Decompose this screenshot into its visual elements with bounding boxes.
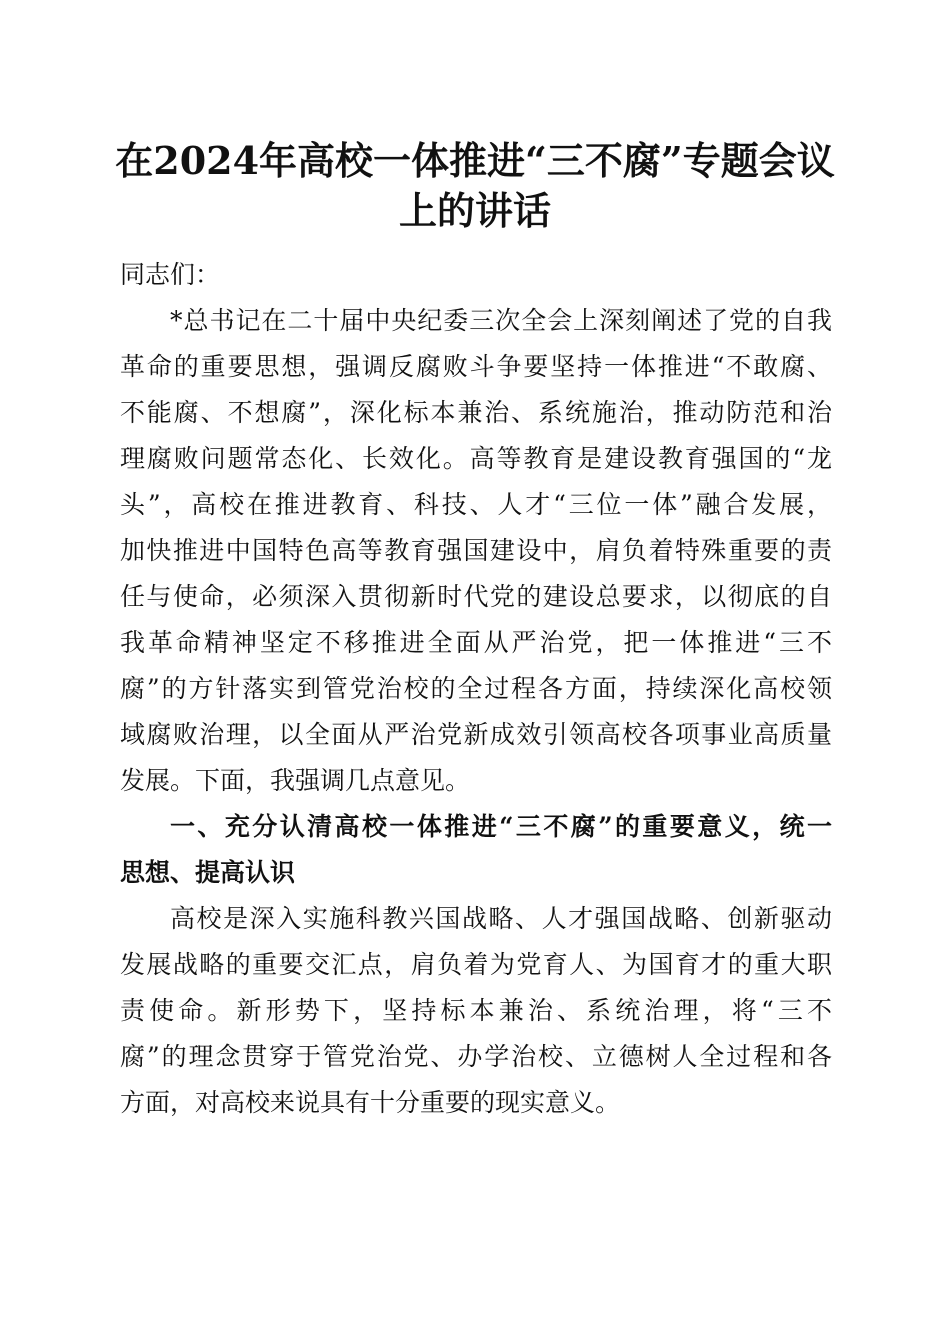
paragraph-2-line: 责使命。新形势下，坚持标本兼治、系统治理，将“三不 (120, 996, 832, 1025)
paragraph-1 (120, 298, 832, 804)
heading-1-line: 思想、提高认识 (120, 858, 296, 887)
paragraph-1-line: 域腐败治理，以全面从严治党新成效引领高校各项事业高质量 (120, 720, 832, 749)
paragraph-1-line: 腐”的方针落实到管党治校的全过程各方面，持续深化高校领 (120, 674, 832, 703)
paragraph-2-line: 高校是深入实施科教兴国战略、人才强国战略、创新驱动 (170, 904, 832, 933)
paragraph-1-line: 革命的重要思想，强调反腐败斗争要坚持一体推进“不敢腐、 (120, 352, 832, 381)
paragraph-1-line: 头”，高校在推进教育、科技、人才“三位一体”融合发展， (120, 490, 832, 519)
document-title (110, 136, 840, 236)
paragraph-1-line: *总书记在二十届中央纪委三次全会上深刻阐述了党的自我 (170, 306, 832, 335)
paragraph-1-line: 加快推进中国特色高等教育强国建设中，肩负着特殊重要的责 (120, 536, 832, 565)
title-line-1: 在2024年高校一体推进“三不腐”专题会议 (115, 138, 835, 183)
paragraph-1-line: 任与使命，必须深入贯彻新时代党的建设总要求，以彻底的自 (120, 582, 832, 611)
paragraph-2-line: 发展战略的重要交汇点，肩负着为党育人、为国育才的重大职 (120, 950, 832, 979)
heading-1-line: 一、充分认清高校一体推进“三不腐”的重要意义，统一 (170, 812, 832, 841)
paragraph-2-line: 方面，对高校来说具有十分重要的现实意义。 (120, 1088, 621, 1117)
salutation: 同志们： (120, 260, 221, 289)
paragraph-1-line: 我革命精神坚定不移推进全面从严治党，把一体推进“三不 (120, 628, 832, 657)
paragraph-1-line: 理腐败问题常态化、长效化。高等教育是建设教育强国的“龙 (120, 444, 832, 473)
paragraph-1-line: 不能腐、不想腐”，深化标本兼治、系统施治，推动防范和治 (120, 398, 832, 427)
paragraph-2-line: 腐”的理念贯穿于管党治党、办学治校、立德树人全过程和各 (120, 1042, 832, 1071)
document-body (120, 252, 832, 1126)
paragraph-1-line: 发展。下面，我强调几点意见。 (120, 766, 471, 795)
title-line-2: 上的讲话 (398, 188, 551, 233)
paragraph-2 (120, 896, 832, 1126)
section-heading-1 (120, 804, 832, 896)
